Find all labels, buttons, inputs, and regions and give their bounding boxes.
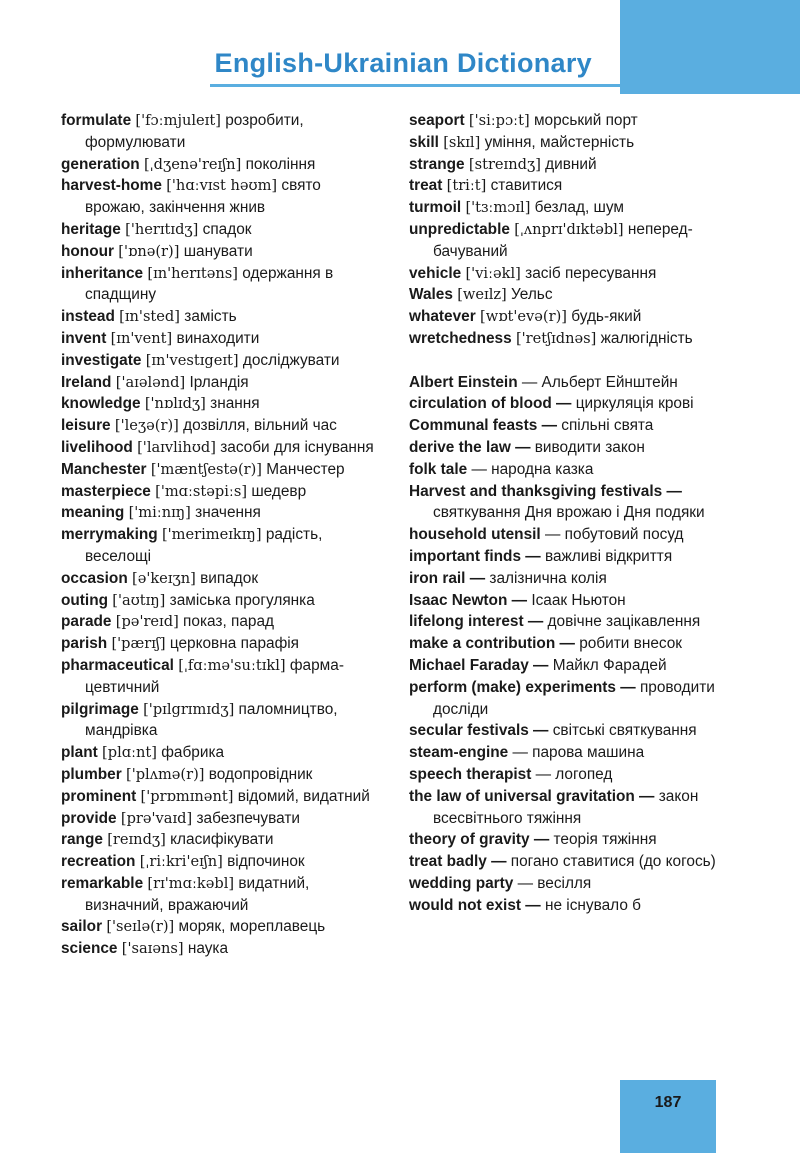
dictionary-entry bbox=[409, 175, 729, 197]
entry-word: parade bbox=[61, 613, 112, 631]
dictionary-entry bbox=[61, 372, 381, 394]
entry-translation: шедевр bbox=[251, 482, 307, 500]
entry-word: parish bbox=[61, 635, 108, 653]
entry-translation: одержання в спадщину bbox=[85, 264, 334, 304]
dictionary-entry bbox=[61, 219, 381, 241]
entry-word: circulation of blood — bbox=[409, 395, 572, 413]
entry-translation: фабрика bbox=[161, 744, 225, 762]
dictionary-entry bbox=[61, 415, 381, 437]
entry-word: wedding party bbox=[409, 874, 514, 892]
dictionary-entry bbox=[409, 764, 729, 786]
entry-pronunciation: ['herɪtɪdʒ] bbox=[125, 220, 199, 238]
entry-translation: засіб пересування bbox=[525, 264, 657, 282]
entry-word: wretchedness bbox=[409, 329, 512, 347]
entry-translation: уміння, майстерність bbox=[484, 133, 635, 151]
dictionary-entry bbox=[61, 350, 381, 372]
entry-word: household utensil bbox=[409, 526, 541, 544]
dictionary-entry bbox=[61, 524, 381, 568]
entry-translation: дивний bbox=[545, 155, 597, 173]
entry-translation: світські святкування bbox=[552, 722, 697, 740]
entry-word: turmoil bbox=[409, 199, 462, 217]
right-phrases-list bbox=[409, 372, 729, 917]
entry-translation: відпочинок bbox=[227, 853, 305, 871]
entry-pronunciation: [pə'reɪd] bbox=[115, 613, 179, 631]
entry-translation: показ, парад bbox=[183, 613, 275, 631]
dictionary-entry bbox=[409, 786, 729, 830]
entry-translation: теорія тяжіння bbox=[553, 831, 657, 849]
entry-pronunciation: ['ɒnə(r)] bbox=[118, 242, 180, 260]
entry-translation: — логопед bbox=[535, 765, 613, 783]
entry-pronunciation: [ˌriːkri'eɪʃn] bbox=[139, 853, 223, 871]
entry-translation: погано ставитися (до когось) bbox=[510, 853, 716, 871]
entry-translation: — парова машина bbox=[512, 744, 645, 762]
dictionary-entry bbox=[61, 916, 381, 938]
entry-translation: ставитися bbox=[490, 177, 563, 195]
entry-word: masterpiece bbox=[61, 482, 151, 500]
dictionary-entry bbox=[409, 328, 729, 350]
header bbox=[0, 44, 620, 90]
entry-word: Communal feasts — bbox=[409, 417, 557, 435]
page-title: English-Ukrainian Dictionary bbox=[214, 48, 592, 78]
dictionary-entry bbox=[409, 611, 729, 633]
entry-translation: видатний, визначний, вражаючий bbox=[85, 874, 310, 914]
entry-pronunciation: ['tɜːmɔɪl] bbox=[465, 199, 531, 217]
entry-translation: паломництво, мандрівка bbox=[85, 700, 338, 740]
entry-pronunciation: ['merimeɪkɪŋ] bbox=[161, 526, 262, 544]
page-number: 187 bbox=[654, 1094, 682, 1111]
dictionary-entry bbox=[409, 284, 729, 306]
entry-word: generation bbox=[61, 155, 140, 173]
entry-translation: випадок bbox=[200, 569, 259, 587]
dictionary-entry bbox=[61, 851, 381, 873]
dictionary-entry bbox=[61, 568, 381, 590]
corner-accent-block bbox=[620, 0, 800, 94]
entry-translation: Ірландія bbox=[189, 373, 249, 391]
dictionary-entry bbox=[409, 197, 729, 219]
entry-pronunciation: ['leʒə(r)] bbox=[114, 417, 179, 435]
entry-pronunciation: [triːt] bbox=[446, 177, 487, 195]
entry-translation: — весілля bbox=[517, 874, 592, 892]
dictionary-entry bbox=[409, 546, 729, 568]
entry-word: theory of gravity — bbox=[409, 831, 550, 849]
entry-translation: циркуляція крові bbox=[575, 395, 694, 413]
entry-pronunciation: [streɪndʒ] bbox=[468, 155, 541, 173]
entry-translation: морський порт bbox=[533, 112, 638, 129]
entry-word: lifelong interest — bbox=[409, 613, 544, 631]
entry-translation: будь-який bbox=[571, 308, 642, 326]
entry-translation: винаходити bbox=[176, 329, 260, 347]
entry-word: iron rail — bbox=[409, 569, 486, 587]
entry-translation: проводити досліди bbox=[433, 678, 715, 718]
left-column bbox=[61, 110, 381, 960]
dictionary-entry bbox=[409, 459, 729, 481]
dictionary-entry bbox=[409, 655, 729, 677]
entry-word: formulate bbox=[61, 112, 132, 129]
dictionary-entry bbox=[61, 655, 381, 699]
entry-word: leisure bbox=[61, 417, 111, 435]
entry-pronunciation: [skɪl] bbox=[443, 133, 481, 151]
right-column bbox=[409, 110, 729, 916]
entry-pronunciation: ['hɑːvɪst həʊm] bbox=[166, 177, 278, 195]
dictionary-entry bbox=[409, 219, 729, 263]
entry-translation: Майкл Фарадей bbox=[552, 656, 667, 674]
entry-pronunciation: [ɪn'herɪtəns] bbox=[147, 264, 238, 282]
dictionary-entry bbox=[409, 873, 729, 895]
entry-word: steam-engine bbox=[409, 744, 509, 762]
page-number-tab bbox=[620, 1080, 716, 1153]
entry-translation: — народна казка bbox=[471, 460, 594, 478]
dictionary-entry bbox=[409, 481, 729, 525]
entry-word: livelihood bbox=[61, 438, 133, 456]
dictionary-entry bbox=[409, 568, 729, 590]
entry-pronunciation: [ə'keɪʒn] bbox=[132, 569, 196, 587]
entry-word: remarkable bbox=[61, 874, 144, 892]
dictionary-entry bbox=[409, 829, 729, 851]
entry-translation: робити внесок bbox=[579, 635, 683, 653]
entry-translation: непередбачуваний bbox=[433, 220, 693, 260]
entry-word: invent bbox=[61, 329, 107, 347]
dictionary-entry bbox=[61, 873, 381, 917]
entry-word: treat badly — bbox=[409, 853, 507, 871]
entry-translation: спадок bbox=[202, 220, 252, 238]
entry-word: plant bbox=[61, 744, 98, 762]
dictionary-entry bbox=[61, 263, 381, 307]
dictionary-entry bbox=[61, 611, 381, 633]
dictionary-entry bbox=[61, 764, 381, 786]
section-gap bbox=[409, 350, 729, 372]
entry-word: Isaac Newton — bbox=[409, 591, 528, 609]
title-underline bbox=[210, 84, 620, 87]
dictionary-entry bbox=[61, 808, 381, 830]
entry-translation: святкування Дня врожаю і Дня подяки bbox=[433, 504, 705, 522]
dictionary-entry bbox=[409, 742, 729, 764]
dictionary-entry bbox=[61, 241, 381, 263]
entry-pronunciation: ['mɑːstəpiːs] bbox=[155, 482, 248, 500]
entry-pronunciation: ['aʊtɪŋ] bbox=[112, 591, 166, 609]
dictionary-entry bbox=[61, 328, 381, 350]
entry-word: strange bbox=[409, 155, 465, 173]
entry-translation: класифікувати bbox=[170, 831, 274, 849]
entry-pronunciation: ['seɪlə(r)] bbox=[106, 918, 175, 936]
dictionary-entry bbox=[409, 720, 729, 742]
entry-pronunciation: ['pærɪʃ] bbox=[111, 635, 166, 653]
dictionary-entry bbox=[61, 154, 381, 176]
entry-pronunciation: [ɪn'vestɪgeɪt] bbox=[145, 351, 239, 369]
entry-word: heritage bbox=[61, 220, 121, 238]
dictionary-entry bbox=[61, 175, 381, 219]
entry-word: derive the law — bbox=[409, 438, 531, 456]
entry-pronunciation: [ˌdʒenə'reɪʃn] bbox=[143, 155, 242, 173]
dictionary-entry bbox=[409, 590, 729, 612]
entry-translation: спільні свята bbox=[561, 417, 654, 435]
entry-translation: значення bbox=[195, 504, 261, 522]
entry-word: inheritance bbox=[61, 264, 144, 282]
dictionary-entry bbox=[61, 306, 381, 328]
entry-pronunciation: ['saɪəns] bbox=[121, 940, 184, 958]
entry-pronunciation: [weɪlz] bbox=[457, 286, 507, 304]
entry-translation: відомий, видатний bbox=[237, 787, 370, 805]
entry-word: Harvest and thanksgiving festivals — bbox=[409, 482, 682, 500]
entry-pronunciation: ['fɔːmjuleɪt] bbox=[135, 112, 221, 129]
dictionary-entry bbox=[409, 132, 729, 154]
entry-word: Wales bbox=[409, 286, 453, 304]
entry-pronunciation: ['laɪvlihʊd] bbox=[137, 438, 216, 456]
entry-word: speech therapist bbox=[409, 765, 532, 783]
entry-translation: моряк, мореплавець bbox=[178, 918, 326, 936]
entry-word: unpredictable bbox=[409, 220, 510, 238]
entry-translation: Манчестер bbox=[266, 460, 345, 478]
entry-word: instead bbox=[61, 308, 115, 326]
entry-word: investigate bbox=[61, 351, 142, 369]
entry-translation: жалюгідність bbox=[600, 329, 693, 347]
entry-pronunciation: ['viːəkl] bbox=[465, 264, 521, 282]
entry-word: occasion bbox=[61, 569, 128, 587]
entry-pronunciation: ['prɒmɪnənt] bbox=[140, 787, 234, 805]
dictionary-entry bbox=[409, 633, 729, 655]
entry-word: harvest-home bbox=[61, 177, 162, 195]
entry-translation: покоління bbox=[245, 155, 316, 173]
entry-word: vehicle bbox=[409, 264, 462, 282]
dictionary-entry bbox=[61, 590, 381, 612]
entry-word: meaning bbox=[61, 504, 125, 522]
dictionary-entry bbox=[409, 263, 729, 285]
entry-word: science bbox=[61, 940, 118, 958]
entry-translation: дозвілля, вільний час bbox=[183, 417, 337, 435]
entry-pronunciation: ['aɪələnd] bbox=[115, 373, 186, 391]
dictionary-entry bbox=[409, 851, 729, 873]
entry-pronunciation: ['mæntʃestə(r)] bbox=[150, 460, 262, 478]
entry-word: Albert Einstein bbox=[409, 373, 518, 391]
entry-word: important finds — bbox=[409, 547, 541, 565]
dictionary-entry bbox=[61, 393, 381, 415]
entry-translation: фармацевтичний bbox=[85, 656, 344, 696]
entry-word: secular festivals — bbox=[409, 722, 549, 740]
entry-word: pilgrimage bbox=[61, 700, 139, 718]
entry-translation: довічне зацікавлення bbox=[547, 613, 701, 631]
entry-translation: радість, веселощі bbox=[85, 526, 323, 565]
entry-translation: шанувати bbox=[183, 242, 253, 260]
entry-translation: не існувало б bbox=[544, 896, 641, 914]
entry-translation: — Альберт Ейнштейн bbox=[521, 373, 678, 391]
entry-word: whatever bbox=[409, 308, 476, 326]
dictionary-entry bbox=[61, 437, 381, 459]
entry-pronunciation: [ˌʌnprɪ'dɪktəbl] bbox=[514, 220, 624, 238]
dictionary-entry bbox=[409, 372, 729, 394]
entry-translation: важливі відкриття bbox=[544, 547, 673, 565]
entry-pronunciation: [prə'vaɪd] bbox=[120, 809, 193, 827]
entry-translation: — побутовий посуд bbox=[544, 526, 684, 544]
entry-pronunciation: [reɪndʒ] bbox=[107, 831, 166, 849]
dictionary-entry bbox=[409, 306, 729, 328]
entry-word: merrymaking bbox=[61, 526, 158, 544]
entry-translation: церковна парафія bbox=[169, 635, 299, 653]
entry-word: honour bbox=[61, 242, 114, 260]
dictionary-entry bbox=[409, 415, 729, 437]
dictionary-entry bbox=[61, 699, 381, 743]
entry-translation: наука bbox=[187, 940, 229, 958]
entry-pronunciation: [ɪn'vent] bbox=[110, 329, 173, 347]
entry-translation: знання bbox=[210, 395, 260, 413]
dictionary-entry bbox=[61, 829, 381, 851]
entry-word: pharmaceutical bbox=[61, 656, 174, 674]
entry-word: recreation bbox=[61, 853, 136, 871]
entry-translation: виводити закон bbox=[534, 438, 645, 456]
entry-word: folk tale bbox=[409, 460, 468, 478]
entry-word: make a contribution — bbox=[409, 635, 575, 653]
dictionary-entry bbox=[61, 110, 381, 154]
entry-word: outing bbox=[61, 591, 109, 609]
dictionary-entry bbox=[61, 502, 381, 524]
entry-pronunciation: [ˌfɑːmə'suːtɪkl] bbox=[178, 656, 286, 674]
entry-translation: засоби для існування bbox=[220, 438, 374, 456]
entry-translation: свято врожаю, закінчення жнив bbox=[85, 177, 321, 217]
dictionary-entry bbox=[409, 524, 729, 546]
entry-word: skill bbox=[409, 133, 439, 151]
entry-word: treat bbox=[409, 177, 443, 195]
entry-pronunciation: ['siːpɔːt] bbox=[468, 112, 530, 129]
entry-word: knowledge bbox=[61, 395, 141, 413]
entry-word: plumber bbox=[61, 765, 122, 783]
entry-pronunciation: [ɪn'sted] bbox=[119, 308, 180, 326]
entry-pronunciation: [wɒt'evə(r)] bbox=[480, 308, 567, 326]
entry-translation: забезпечувати bbox=[196, 809, 300, 827]
entry-translation: розробити, формулювати bbox=[85, 112, 304, 151]
entry-pronunciation: ['nɒlɪdʒ] bbox=[144, 395, 206, 413]
dictionary-entry bbox=[61, 459, 381, 481]
entry-word: provide bbox=[61, 809, 117, 827]
dictionary-entry bbox=[409, 154, 729, 176]
dictionary-entry bbox=[61, 786, 381, 808]
dictionary-entry bbox=[61, 633, 381, 655]
dictionary-entry bbox=[61, 742, 381, 764]
entry-pronunciation: ['plʌmə(r)] bbox=[126, 765, 205, 783]
entry-translation: заміська прогулянка bbox=[169, 591, 315, 609]
entry-word: Manchester bbox=[61, 460, 147, 478]
entry-pronunciation: ['retʃɪdnəs] bbox=[515, 329, 597, 347]
dictionary-entry bbox=[409, 110, 729, 132]
entry-word: Michael Faraday — bbox=[409, 656, 549, 674]
entry-word: the law of universal gravitation — bbox=[409, 787, 655, 805]
entry-translation: безлад, шум bbox=[534, 199, 624, 217]
entry-translation: водопровідник bbox=[208, 765, 313, 783]
entry-word: perform (make) experiments — bbox=[409, 678, 636, 696]
entry-translation: Ісаак Ньютон bbox=[531, 591, 626, 609]
entry-word: seaport bbox=[409, 112, 465, 129]
entry-word: would not exist — bbox=[409, 896, 541, 914]
dictionary-entry bbox=[61, 481, 381, 503]
entry-translation: замість bbox=[184, 308, 237, 326]
entry-word: Ireland bbox=[61, 373, 112, 391]
entry-pronunciation: [plɑːnt] bbox=[102, 744, 157, 762]
entry-translation: досліджувати bbox=[242, 351, 340, 369]
dictionary-entry bbox=[409, 393, 729, 415]
dictionary-entry bbox=[409, 895, 729, 917]
dictionary-entry bbox=[409, 437, 729, 459]
entry-pronunciation: ['pɪlgrɪmɪdʒ] bbox=[143, 700, 235, 718]
entry-translation: закон всесвітнього тяжіння bbox=[433, 787, 699, 827]
entry-pronunciation: ['miːnɪŋ] bbox=[128, 504, 191, 522]
dictionary-entry bbox=[61, 938, 381, 960]
right-words-list bbox=[409, 110, 729, 350]
entry-word: sailor bbox=[61, 918, 103, 936]
entry-word: range bbox=[61, 831, 103, 849]
entry-translation: залізнична колія bbox=[489, 569, 607, 587]
entry-translation: Уельс bbox=[511, 286, 553, 304]
entry-word: prominent bbox=[61, 787, 137, 805]
dictionary-entry bbox=[409, 677, 729, 721]
entry-pronunciation: [rɪ'mɑːkəbl] bbox=[147, 874, 235, 892]
